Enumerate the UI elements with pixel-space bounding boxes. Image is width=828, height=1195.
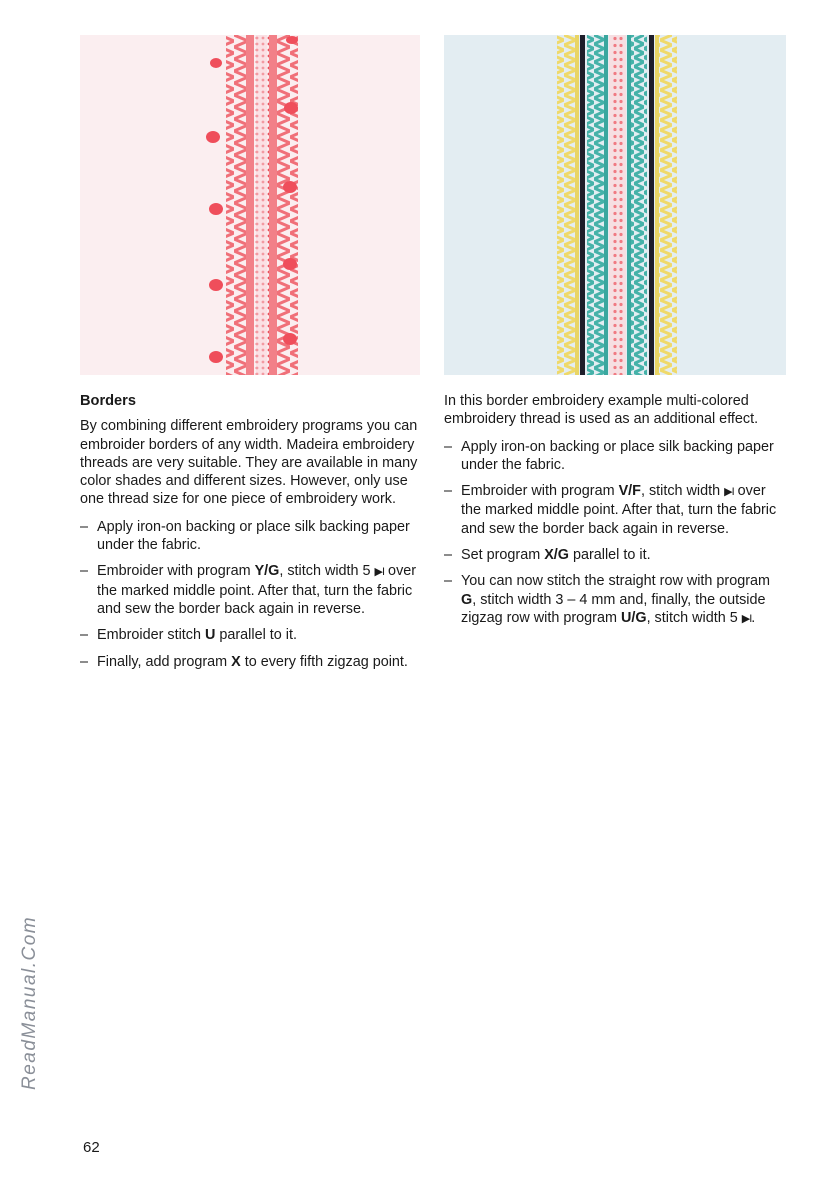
photo-multicolor-border [444, 35, 786, 375]
list-item [444, 546, 784, 564]
step-text: over the marked middle point. After that, turn the fabric and sew the border back again in reverse. [97, 563, 417, 617]
list-item [80, 562, 420, 618]
dash-bullet: – [80, 653, 89, 670]
red-border-embroidery [80, 35, 420, 375]
step-text: . [751, 609, 756, 626]
dash-bullet: – [80, 518, 89, 535]
intro-paragraph: By combining different embroidery programs you can embroider borders of any width. Madeira embroidery threads are very suitable. They are available in many color shades and different sizes. However, only use one thread size for one piece of embroidery work. [80, 418, 418, 508]
dash-bullet: – [80, 627, 89, 644]
step-text: , stitch width 5 [279, 563, 375, 580]
step-text: Embroider with program [97, 563, 255, 580]
program-code: U/G [620, 609, 647, 626]
list-item [444, 482, 784, 538]
step-text: Apply iron-on backing or place silk backing paper under the fabric. [97, 518, 410, 554]
step-text: Embroider with program [461, 483, 619, 500]
step-text: , stitch width [640, 483, 725, 500]
step-text: to every fifth zigzag point. [240, 653, 408, 670]
list-item [80, 626, 420, 644]
section-heading: Borders [80, 393, 136, 409]
program-code: X [231, 653, 241, 670]
list-item [444, 572, 784, 628]
step-text: , stitch width 3 – 4 mm and, finally, the outside zigzag row with program [461, 591, 766, 626]
step-text: You can now stitch the straight row with program [461, 573, 771, 590]
page-number: 62 [83, 1139, 100, 1156]
program-code: U [204, 627, 216, 644]
instruction-list [80, 518, 420, 671]
list-item [444, 438, 784, 475]
multicolor-border-embroidery [444, 35, 786, 375]
right-column [444, 392, 784, 636]
dash-bullet: – [444, 547, 453, 564]
instruction-list [444, 438, 784, 629]
watermark: ReadManual.Com [19, 915, 40, 1090]
dash-bullet: – [80, 563, 89, 580]
program-code: X/G [544, 547, 569, 564]
photo-red-border [80, 35, 420, 375]
left-column [80, 392, 420, 679]
max-width-icon: ▶I [724, 486, 734, 499]
dash-bullet: – [444, 573, 453, 590]
dash-bullet: – [444, 438, 453, 455]
program-code: G [461, 591, 473, 608]
program-code: V/F [618, 483, 641, 500]
step-text: parallel to it. [215, 627, 297, 644]
max-width-icon: ▶I [374, 566, 385, 579]
step-text: over the marked middle point. After that, turn the fabric and sew the border back again in reverse. [461, 483, 777, 537]
dash-bullet: – [444, 483, 453, 500]
intro-paragraph: In this border embroidery example multi-colored embroidery thread is used as an additional effect. [444, 393, 759, 428]
step-text: Set program [461, 547, 545, 564]
list-item [80, 518, 420, 555]
list-item [80, 653, 420, 671]
step-text: Embroider stitch [97, 627, 205, 644]
step-text: , stitch width 5 [646, 609, 742, 626]
step-text: Apply iron-on backing or place silk backing paper under the fabric. [461, 438, 774, 473]
program-code: Y/G [254, 563, 280, 580]
step-text: parallel to it. [568, 547, 651, 564]
max-width-icon: ▶I [741, 612, 752, 625]
step-text: Finally, add program [97, 653, 232, 670]
